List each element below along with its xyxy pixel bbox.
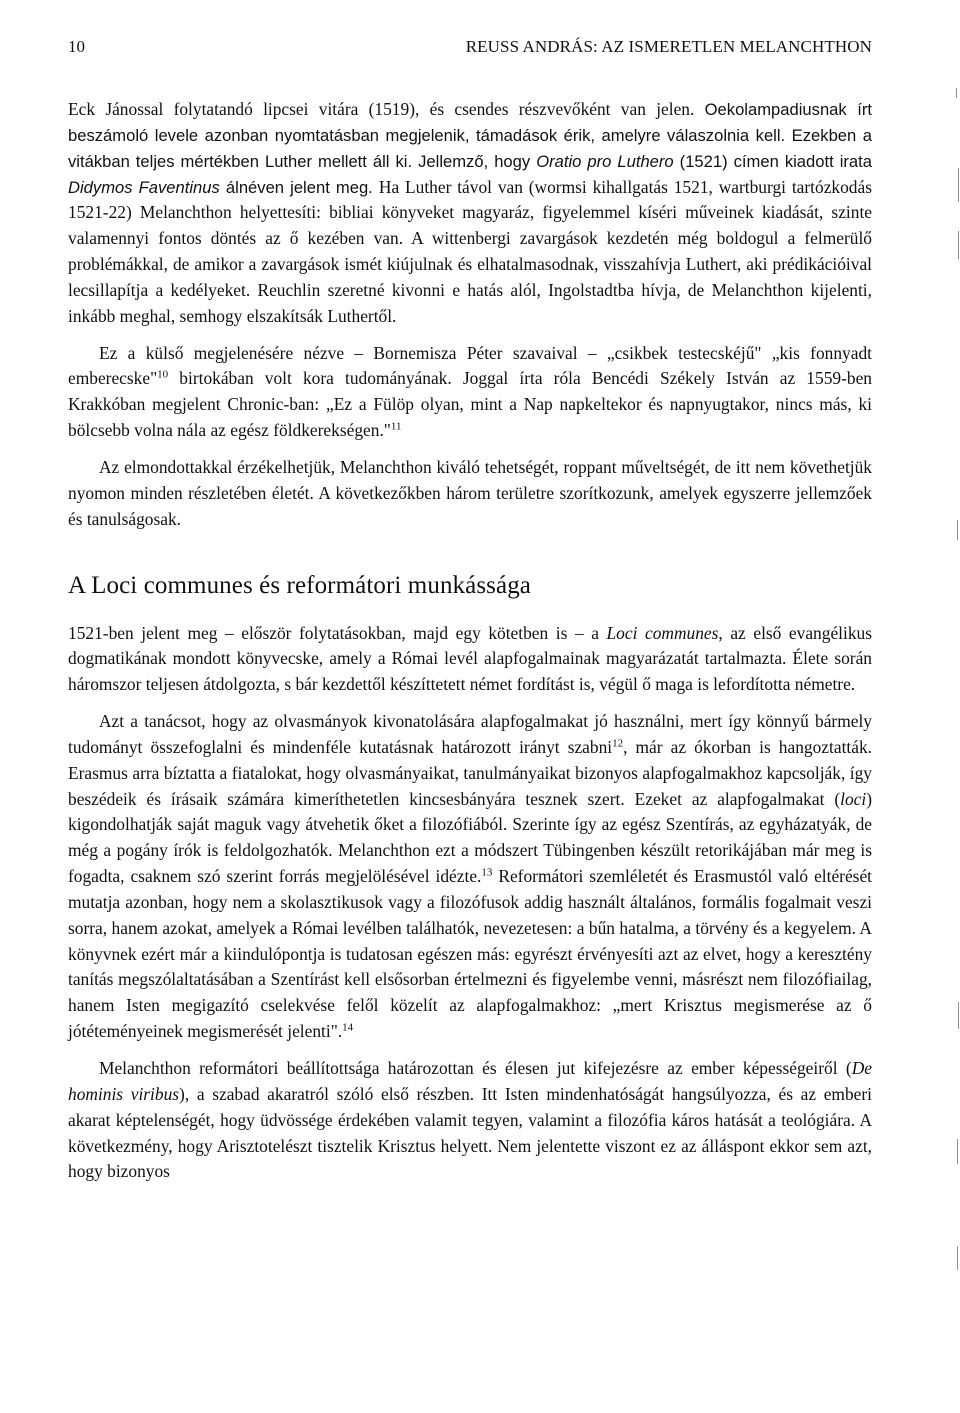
text-run: 1521-ben jelent meg – először folytatásokban, majd egy kötetben is – a <box>68 622 607 643</box>
text-run: Reformátori szemléletét és Erasmustól való eltérését mutatja azonban, hogy nem a skolasztikusok vagy a filozófusok addig használt általános, formális fogalmait veszi sorra, hanem azokat, amelyek a Római levélben találhatók, nevezetesen: a bűn hatalma, a törvény és a kegyelem. A könyvnek ezért már a kiindulópontja is tudatosan egészen más: egyrészt érvényesíti azt az elvet, hogy a keresztény tanítás megszólaltatásában a Szentírást kell elsősorban értelmezni és figyelembe venni, másrészt nem filozófiailag, hanem Isten megigazító cselekvése felől közelít az alapfogalmakhoz: „mert Krisztus megismerése az ő jótéteményeinek megismerését jelenti". <box>68 866 872 1042</box>
footnote-marker[interactable]: 14 <box>342 1021 354 1034</box>
page-number: 10 <box>68 37 85 56</box>
text-run: ), a szabad akaratról szóló első részben. Itt Isten mindenhatóságát hangsúlyozza, és az emberi akarat képtelenségét, hogy üdvössége érdekében valamit tegyen, valamint a filozófia káros hatását a teológiára. A következmény, hogy Arisztotelészt tisztelik Krisztus helyett. Nem jelentette viszont ez az álláspont ekkor sem azt, hogy bizonyos <box>68 1083 872 1182</box>
running-head: REUSS ANDRÁS: AZ ISMERETLEN MELANCHTHON <box>465 37 872 56</box>
footnote-marker[interactable]: 13 <box>481 866 493 879</box>
paragraph-2 <box>68 341 872 444</box>
page-header <box>68 36 872 60</box>
italic-title: Loci communes <box>606 622 719 643</box>
footnote-marker[interactable]: 12 <box>612 737 624 750</box>
text-run: Azt a tanácsot, hogy az olvasmányok kivonatolására alapfogalmakat jó használni, mert így könnyű bármely tudományt összefoglalni és mindenféle kutatásnak határozott irányt szabni <box>68 711 872 757</box>
scan-margin-mark <box>957 1246 958 1270</box>
text-run: Az elmondottakkal érzékelhetjük, Melanchthon kiváló tehetségét, roppant műveltségét, de itt nem követhetjük nyomon minden részletében életét. A következőkben három területre szorítkozunk, amelyek egyszerre jellemzőek és tanulságosak. <box>68 456 872 529</box>
footnote-marker[interactable]: 10 <box>157 368 169 381</box>
scan-margin-mark <box>958 1002 959 1029</box>
scan-margin-mark <box>958 168 959 202</box>
text-run: Eck Jánossal folytatandó lipcsei vitára (1519), és csendes részvevőként van jelen. <box>68 99 705 119</box>
text-run: birtokában volt kora tudományának. Joggal írta róla Bencédi Székely István az 1559-ben Krakkóban megjelent Chronic-ban: „Ez a Fülöp olyan, mint a Nap napkeltekor és napnyugtakor, nincs más, ki bölcsebb volna nála az egész földkerekségen." <box>68 368 872 441</box>
section-heading: A Loci communes és reformátori munkássága <box>68 571 531 599</box>
scan-margin-mark <box>957 1139 958 1164</box>
text-run: Melanchthon reformátori beállítottsága határozottan és élesen jut kifejezésre az ember képességeiről ( <box>99 1058 852 1078</box>
scan-margin-mark <box>957 520 958 540</box>
italic-title: Oratio pro Luthero <box>536 151 674 171</box>
text-run: (1521) címen kiadott irata <box>673 151 873 171</box>
paragraph-5 <box>68 709 872 1045</box>
text-run: Ha Luther távol van (wormsi kihallgatás 1521, wartburgi tartózkodás 1521-22) Melanchthon helyettesíti: bibliai könyveket magyaráz, figyelemmel kíséri műveinek kiadását, szinte valamennyi fontos döntés az ő kezében van. A wittenbergi zavargások kezdetén még boldogul a felmerülő problémákkal, de amikor a zavargások ismét kiújulnak és elhatalmasodnak, visszahívja Luthert, aki prédikációival lecsillapítja a kedélyeket. Reuchlin szeretné kivonni e hatás alól, Ingolstadtba hívja, de Melanchthon kijelenti, inkább meghal, semhogy elszakítsák Luthertől. <box>68 176 872 326</box>
text-run: , az első evangélikus dogmatikának mondott könyvecske, amely a Római levél alapfogalmainak magyarázatát tartalmazta. Élete során háromszor teljesen átdolgozta, s bár kezdettől készíttetett német fordítást is, végül ő maga is lefordította németre. <box>68 622 872 695</box>
footnote-marker[interactable]: 11 <box>390 420 402 433</box>
text-run: Oekolampadiusnak írt beszámoló levele azonban nyomtatásban megjelenik, támadások érik, amelyre válaszolnia kell. Ezekben a vitákban teljes mértékben Luther mellett áll ki. Jellemző, hogy <box>68 100 872 171</box>
italic-title: Didymos Faventinus <box>68 177 220 197</box>
scan-margin-mark <box>958 231 959 259</box>
text-run: Ez a külső megjelenésére nézve – Bornemisza Péter szavaival – „csikbek testecskéjű" „kis fonnyadt emberecske" <box>68 342 872 389</box>
text-run: , már az ókorban is hangoztatták. Erasmus arra bíztatta a fiatalokat, hogy olvasmányaikat, tanulmányaikat bizonyos alapfogalmakhoz kapcsolják, így beszédeik és írásaik számára kimeríthetetlen kincsesbányára tesznek szert. Ezeket az alapfogalmakat ( <box>68 736 872 809</box>
body-text <box>68 97 872 1185</box>
paragraph-4 <box>68 621 872 699</box>
italic-term: loci <box>840 788 867 809</box>
scan-margin-mark <box>956 88 957 98</box>
italic-title: De hominis viribus <box>68 1058 872 1104</box>
paragraph-3 <box>68 455 872 533</box>
paragraph-6 <box>68 1056 872 1185</box>
paragraph-1 <box>68 97 872 330</box>
text-run: álnéven jelent meg. <box>219 177 379 197</box>
text-run: ) kigondolhatják saját maguk vagy átvehetik őket a filozófiából. Szerinte így az egész Szentírás, az egyházatyák, de még a pogány írók is feldolgozhatók. Melanchthon ezt a módszert Tübingenben készült retorikájában már meg is fogadta, csaknem szó szerint forrás megjelölésével idézte. <box>68 788 872 887</box>
